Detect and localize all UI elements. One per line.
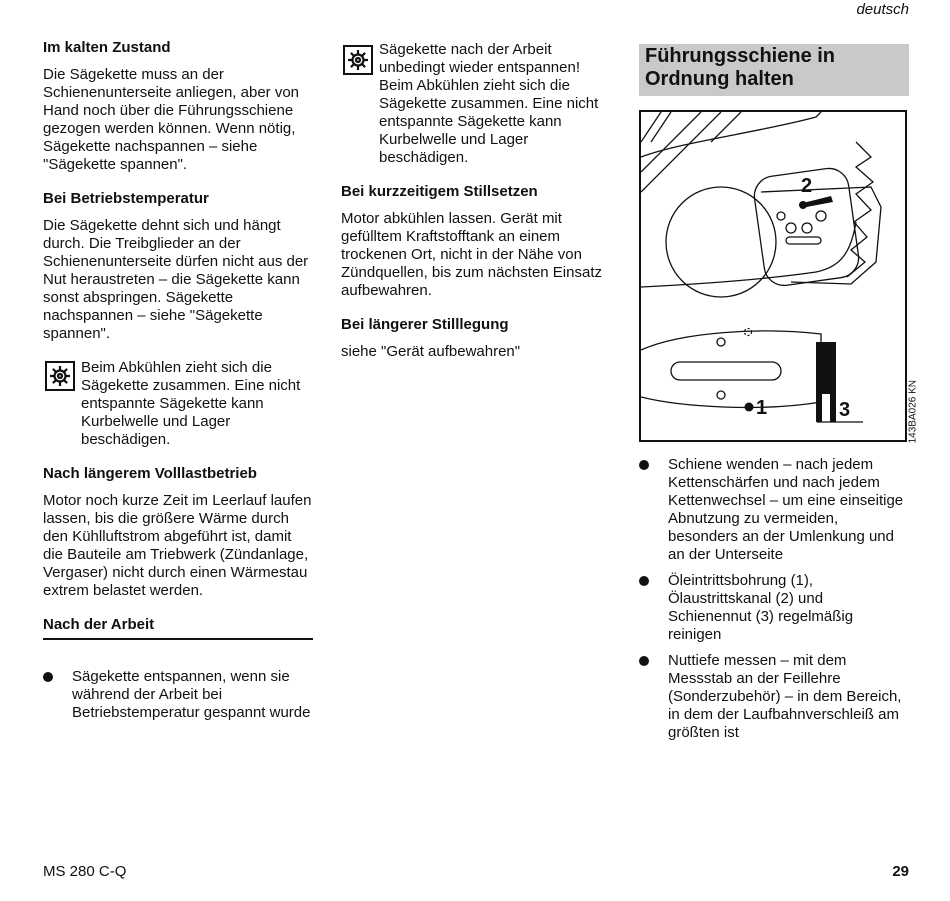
figure-code: 143BA026 KN: [907, 380, 918, 444]
fullload-heading: Nach längerem Volllastbetrieb: [43, 465, 257, 482]
short-stop-heading: Bei kurzzeitigem Stillsetzen: [341, 183, 538, 200]
footer-model: MS 280 C-Q: [43, 863, 127, 880]
gear-warning-icon: [343, 45, 373, 75]
cold-text: Die Sägekette muss an der Schienenunterseite anliegen, aber von Hand noch über die Führungsschiene gezogen werden können. Wenn nötig, Sägekette nachspannen – siehe "Sägekette spannen".: [43, 66, 300, 173]
bullet-item: [639, 652, 909, 742]
fullload-text: Motor noch kurze Zeit im Leerlauf laufen lassen, bis die größere Wärme durch den Kühlluftstrom abgeführt ist, damit die Bauteile am Triebwerk (Zündanlage, Vergaser) nicht durch einen Wärmestau extrem belastet werden.: [43, 492, 312, 599]
column-2: [341, 41, 613, 377]
operating-text: Die Sägekette dehnt sich und hängt durch. Die Treibglieder an der Schienenunterseite dürfen nicht aus der Nut heraustreten – die Sägekette kann sonst abspringen. Sägekette nachspannen – siehe "Sägekette spannen".: [43, 217, 309, 342]
figure-label-2: 2: [801, 175, 813, 197]
cold-heading: Im kalten Zustand: [43, 39, 171, 56]
bullet-text: Nuttiefe messen – mit dem Messstab an der Feillehre (Sonderzubehör) – in dem Bereich, in dem der Laufbahnverschleiß am größten ist: [668, 652, 902, 741]
page-number: 29: [892, 863, 909, 880]
figure-label-3: 3: [839, 399, 851, 421]
bullet-text: Sägekette entspannen, wenn sie während der Arbeit bei Betriebstemperatur gespannt wurde: [72, 668, 311, 721]
bullet-item: [43, 668, 313, 722]
bullet-text: Öleintrittsbohrung (1), Ölaustrittskanal (2) und Schienennut (3) regelmäßig reinigen: [668, 572, 854, 643]
after-work-heading: Nach der Arbeit: [43, 616, 313, 640]
note-block-2: [341, 41, 613, 167]
figure-label-1: 1: [756, 397, 768, 419]
note-text: Sägekette nach der Arbeit unbedingt wieder entspannen! Beim Abkühlen zieht sich die Sägekette zusammen. Eine nicht entspannte Sägekette kann Kurbelwelle und Lager beschädigen.: [379, 41, 599, 166]
gear-warning-icon: [45, 361, 75, 391]
bullet-text: Schiene wenden – nach jedem Kettenschärfen und nach jedem Kettenwechsel – um eine einseitige Abnutzung zu vermeiden, besonders an der Umlenkung und an der Unterseite: [668, 456, 904, 563]
bullet-item: [639, 456, 909, 564]
bullet-icon: [43, 672, 53, 682]
note-text: Beim Abkühlen zieht sich die Sägekette zusammen. Eine nicht entspannte Sägekette kann Kurbelwelle und Lager beschädigen.: [81, 359, 301, 448]
guide-bar-illustration: [641, 112, 905, 440]
guide-bar-figure: [639, 110, 918, 444]
language-label: deutsch: [856, 1, 909, 18]
bullet-item: [639, 572, 909, 644]
note-block-1: [43, 359, 313, 449]
operating-heading: Bei Betriebstemperatur: [43, 190, 209, 207]
long-stop-heading: Bei längerer Stilllegung: [341, 316, 509, 333]
section-title: Führungsschiene in Ordnung halten: [639, 44, 909, 96]
column-3: [639, 44, 918, 750]
bullet-icon: [639, 656, 649, 666]
long-stop-text: siehe "Gerät aufbewahren": [341, 343, 521, 360]
short-stop-text: Motor abkühlen lassen. Gerät mit gefülltem Kraftstofftank an einem trockenen Ort, nicht in der Nähe von Zündquellen, bis zum nächsten Einsatz aufbewahren.: [341, 210, 602, 299]
bullet-icon: [639, 576, 649, 586]
column-1: [43, 39, 313, 730]
bullet-icon: [639, 460, 649, 470]
